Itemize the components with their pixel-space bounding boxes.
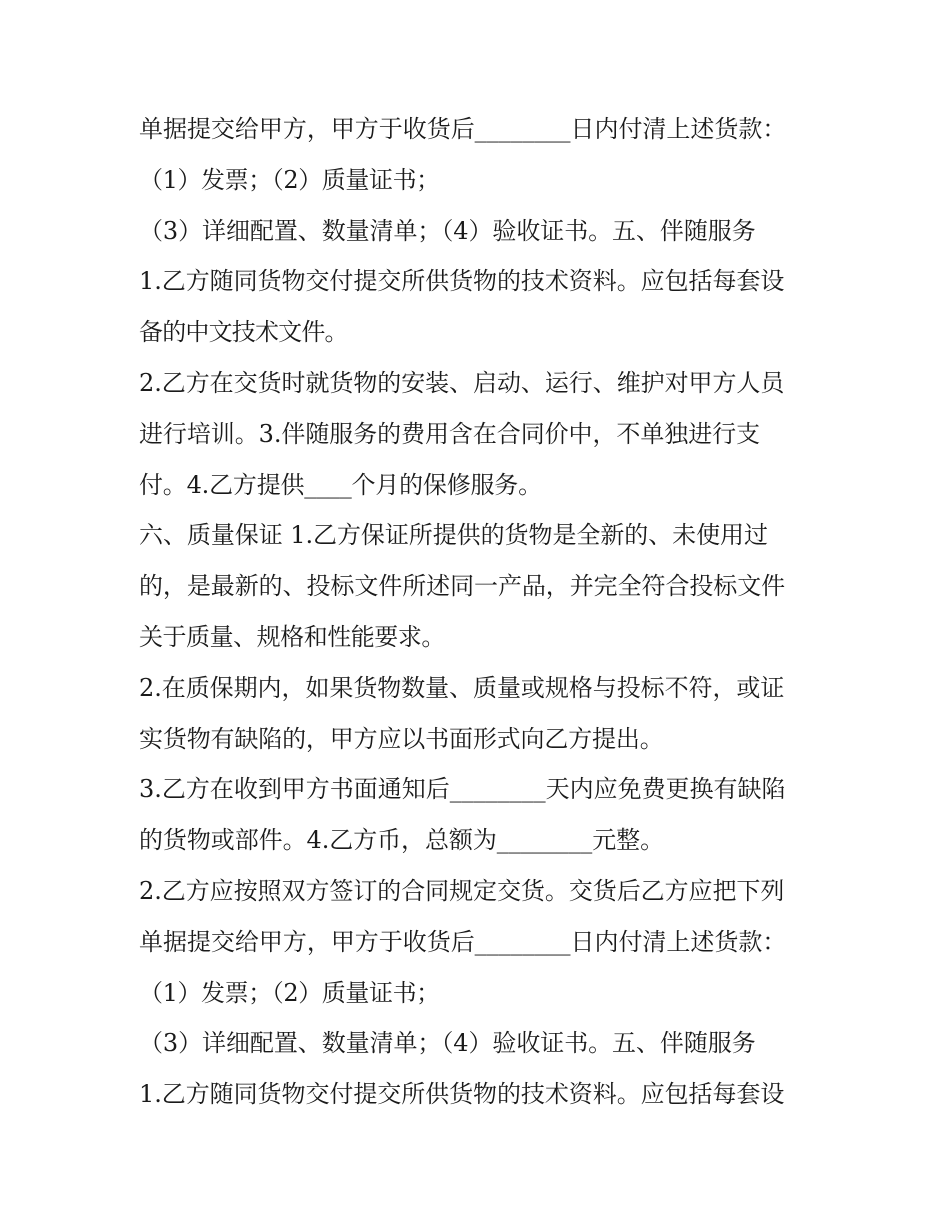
text-line: （1）发票；（2）质量证书；: [139, 978, 440, 1007]
text-line: （3）详细配置、数量清单；（4）验收证书。五、伴随服务: [139, 1029, 756, 1058]
text-line: 的，是最新的、投标文件所述同一产品，并完全符合投标文件: [139, 572, 786, 601]
text-line: 的货物或部件。4.乙方币，总额为________元整。: [139, 826, 664, 855]
text-line: 备的中文技术文件。: [139, 318, 348, 347]
text-line: 六、质量保证 1.乙方保证所提供的货物是全新的、未使用过: [139, 521, 768, 550]
text-line: 1.乙方随同货物交付提交所供货物的技术资料。应包括每套设: [139, 1080, 785, 1109]
text-line: （3）详细配置、数量清单；（4）验收证书。五、伴随服务: [139, 216, 756, 245]
text-line: （1）发票；（2）质量证书；: [139, 165, 440, 194]
contract-text-body: [139, 104, 839, 1120]
text-line: 单据提交给甲方，甲方于收货后________日内付清上述货款：: [139, 115, 787, 143]
text-line: 3.乙方在收到甲方书面通知后________天内应免费更换有缺陷: [139, 775, 786, 804]
text-line: 进行培训。3.伴随服务的费用含在合同价中，不单独进行支: [139, 419, 760, 448]
text-line: 2.乙方应按照双方签订的合同规定交货。交货后乙方应把下列: [139, 876, 785, 905]
text-line: 付。4.乙方提供____个月的保修服务。: [139, 470, 542, 499]
text-line: 关于质量、规格和性能要求。: [139, 622, 445, 651]
text-line: 实货物有缺陷的，甲方应以书面形式向乙方提出。: [139, 724, 664, 753]
text-line: 2.在质保期内，如果货物数量、质量或规格与投标不符，或证: [139, 673, 785, 702]
text-line: 单据提交给甲方，甲方于收货后________日内付清上述货款：: [139, 927, 787, 956]
text-line: 1.乙方随同货物交付提交所供货物的技术资料。应包括每套设: [139, 267, 785, 296]
text-line: 2.乙方在交货时就货物的安装、启动、运行、维护对甲方人员: [139, 368, 785, 397]
